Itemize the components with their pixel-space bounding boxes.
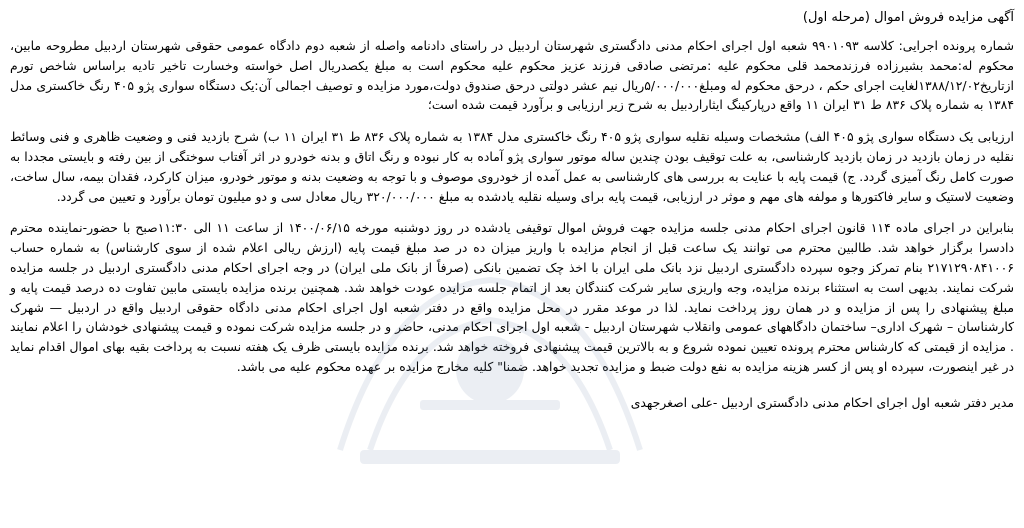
notice-title: آگهی مزایده فروش اموال (مرحله اول) xyxy=(802,10,1014,25)
notice-signature: مدیر دفتر شعبه اول اجرای احکام مدنی دادگستری اردبیل -علی اصغرجهدی xyxy=(630,394,1014,410)
notice-paragraph-case-details: شماره پرونده اجرایی: کلاسه ۹۹۰۱۰۹۳ شعبه اول اجرای احکام مدنی دادگستری شهرستان اردبیل در راستای دادنامه واصله از شعبه دوم دادگاه عمومی حقوقی شهرستان اردبیل مطروحه مابین، محکوم له:محمد بشیرزاده فرزندمحمد قلی محکوم علیه :مرتضی صادقی فرزند عزیز محکوم علیه محکوم است به مبلغ یکصدریال اصل خواسته وخسارت تاخیر تادیه براساس شاخص تورم ازتاریخ۱۳۸۸/۱۲/۰۲لغایت اجرای حکم ، درحق محکوم له ومبلغ۵/۰۰۰/۰۰۰ریال نیم عشر دولتی درحق صندوق دولت،مورد مزایده و توصیف اجمالی آن:یک دستگاه سواری پژو ۴۰۵ رنگ خاکستری مدل ۱۳۸۴ به شماره پلاک ۸۳۶ ط ۳۱ ایران ۱۱ واقع درپارکینگ ایثاراردبیل به شرح زیر ارزیابی و برآورد قیمت شده است؛ xyxy=(10,38,1014,113)
notice-paragraph-auction-terms: بنابراین در اجرای ماده ۱۱۴ قانون اجرای احکام مدنی جلسه مزایده جهت فروش اموال توقیفی یادشده در روز دوشنبه مورخه ۱۴۰۰/۰۶/۱۵ از ساعت ۱۱ الی ۱۱:۳۰صبح با حضور-نماینده محترم دادسرا برگزار خواهد شد. طالبین محترم می توانند یک ساعت قبل از انجام مزایده با واریز میزان ده در صد مبلغ قیمت پایه (ارزش ریالی اعلام شده از سوی کارشناس) به شماره حساب ۲۱۷۱۲۹۰۸۴۱۰۰۶ بنام تمرکز وجوه سپرده دادگستری اردبیل نزد بانک ملی ایران با اخذ چک تضمین بانکی (صرفاً از بانک ملی ایران) در وجه اجرای احکام مدنی دادگستری اردبیل در جلسه مزایده شرکت نمایند. بدیهی است به استثناء برنده مزایده، وجه واریزی سایر شرکت کنندگان بعد از اتمام جلسه مزایده عودت خواهد شد. همچنین برنده مزایده بایستی مابین تفاوت ده درصد قیمت پایه و مبلغ پیشنهادی را پس از مزایده و در همان روز پرداخت نماید. لذا در موعد مقرر در محل مزایده واقع در دفتر شعبه اول اجرای احکام مدنی دادگاه حقوقی اردبیل واقع در اردبیل — شهرک کارشناسان – شهرک اداری– ساختمان دادگاههای عمومی وانقلاب شهرستان اردبیل - شعبه اول اجرای احکام مدنی، حاضر و در جلسه مزایده شرکت نموده و قیمت پیشنهادی خودشان را اعلام نمایند . مزایده از قیمتی که کارشناس محترم پرونده تعیین نموده شروع و به بالاترین قیمت پیشنهادی فروخته خواهد شد. برنده مزایده بایستی ظرف یک هفته نسبت به پرداخت بقیه بهای اموال اقدام نماید در غیر اینصورت، سپرده او پس از کسر هزینه مزایده به نفع دولت ضبط و مزایده تجدید خواهد. ضمنا" کلیه مخارج مزایده بر عهده محکوم علیه می باشد. xyxy=(10,220,1014,374)
notice-paragraph-vehicle-appraisal: ارزیابی یک دستگاه سواری پژو ۴۰۵ الف) مشخصات وسیله نقلیه سواری پژو ۴۰۵ رنگ خاکستری مدل ۱۳۸۴ به شماره پلاک ۸۳۶ ط ۳۱ ایران ۱۱ ب) شرح بازدید فنی و وضعیت ظاهری و فنی وسائط نقلیه در زمان بازدید در زمان بازدید کارشناسی، به علت توقیف بودن چندین ساله موتور سواری پژو آماده به کار نبوده و رنگ اتاق و بدنه خودرو در اثر آفتاب سوختگی از بین رفته و بایستی مجددا به صورت کامل رنگ آمیزی گردد. ج) قیمت پایه با عنایت به بررسی های کارشناسی به عمل آمده از خودروی موصوف و با توجه به وضعیت بدنه و موتور خودرو، میزان کارکرد، فقدان بیمه، سال ساخت، وضعیت لاستیک و سایر فاکتورها و مولفه های مهم و موثر در ارزیابی، قیمت پایه برای وسیله نقلیه یادشده به مبلغ ۳۲۰/۰۰۰/۰۰۰ ریال معادل سی و دو میلیون تومان برآورد و تعیین می گردد. xyxy=(10,129,1014,204)
